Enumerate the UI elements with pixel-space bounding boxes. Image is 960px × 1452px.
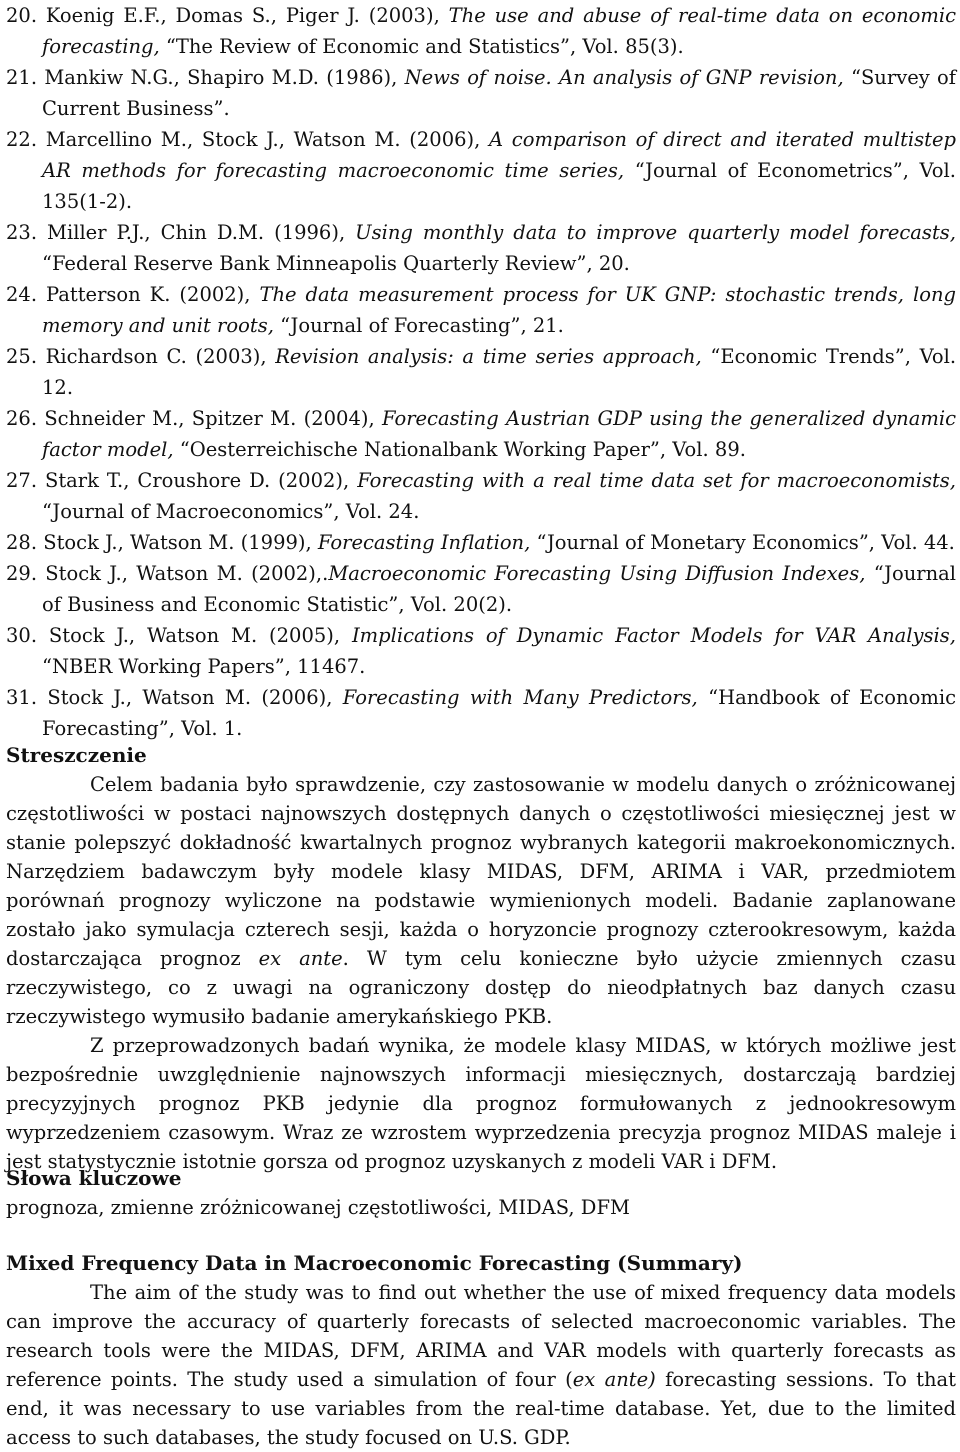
reference-number: 24. <box>6 283 38 306</box>
paragraph-text: forecasting sessions. To that end, it was necessary to use variables from the real-time database. Yet, due to the limited access to such databases, the study focused on U.S. GDP. <box>6 1368 956 1449</box>
reference-item <box>6 403 956 465</box>
reference-authors: Miller P.J., Chin D.M. (1996), <box>47 221 346 244</box>
paragraph-italic: ex ante <box>258 947 343 970</box>
reference-title: Forecasting with a real time data set for macroeconomists, <box>357 469 956 492</box>
reference-number: 31. <box>6 686 38 709</box>
keywords-text: prognoza, zmienne zróżnicowanej częstotliwości, MIDAS, DFM <box>6 1196 630 1219</box>
summary-paragraph <box>6 1278 956 1452</box>
reference-item <box>6 217 956 279</box>
reference-source: “NBER Working Papers”, 11467. <box>42 655 366 678</box>
reference-title: Macroeconomic Forecasting Using Diffusion Indexes, <box>328 562 866 585</box>
reference-item <box>6 527 956 558</box>
reference-source: “Journal of Business and Economic Statistic”, Vol. 20(2). <box>42 562 956 616</box>
streszczenie-section <box>6 740 956 1176</box>
reference-number: 27. <box>6 469 38 492</box>
reference-authors: Stock J., Watson M. (2002),. <box>45 562 329 585</box>
reference-authors: Stark T., Croushore D. (2002), <box>44 469 350 492</box>
reference-source: “Economic Trends”, Vol. 12. <box>42 345 957 399</box>
reference-item <box>6 279 956 341</box>
reference-title: Forecasting Austrian GDP using the generalized dynamic factor model, <box>42 407 957 461</box>
reference-number: 30. <box>6 624 38 647</box>
reference-source: “Journal of Forecasting”, 21. <box>280 314 564 337</box>
summary-heading: Mixed Frequency Data in Macroeconomic Forecasting (Summary) <box>6 1251 743 1275</box>
reference-title: Revision analysis: a time series approach, <box>275 345 702 368</box>
reference-title: The data measurement process for UK GNP: stochastic trends, long memory and unit roots, <box>42 283 957 337</box>
reference-number: 21. <box>6 66 38 89</box>
reference-title: Forecasting with Many Predictors, <box>342 686 698 709</box>
reference-item <box>6 62 956 124</box>
paragraph-italic: ex ante) <box>572 1368 656 1391</box>
reference-item <box>6 465 956 527</box>
reference-item <box>6 682 956 744</box>
reference-title: Using monthly data to improve quarterly model forecasts, <box>355 221 956 244</box>
reference-authors: Richardson C. (2003), <box>45 345 267 368</box>
reference-source: “Journal of Monetary Economics”, Vol. 44. <box>536 531 955 554</box>
reference-authors: Schneider M., Spitzer M. (2004), <box>44 407 375 430</box>
reference-number: 23. <box>6 221 38 244</box>
reference-number: 22. <box>6 128 38 151</box>
reference-title: Forecasting Inflation, <box>317 531 531 554</box>
reference-number: 26. <box>6 407 38 430</box>
reference-source: “Survey of Current Business”. <box>42 66 957 120</box>
reference-item <box>6 341 956 403</box>
streszczenie-heading: Streszczenie <box>6 743 147 767</box>
reference-title: News of noise. An analysis of GNP revision, <box>404 66 844 89</box>
reference-source: “Oesterreichische Nationalbank Working Paper”, Vol. 89. <box>179 438 746 461</box>
reference-title: Implications of Dynamic Factor Models for VAR Analysis, <box>351 624 956 647</box>
reference-item <box>6 124 956 217</box>
reference-number: 20. <box>6 4 38 27</box>
summary-section <box>6 1248 956 1452</box>
reference-authors: Patterson K. (2002), <box>46 283 251 306</box>
paragraph-text: The aim of the study was to find out whether the use of mixed frequency data models can improve the accuracy of quarterly forecasts of selected macroeconomic variables. The research tools were the MIDAS, DFM, ARIMA and VAR models with quarterly forecasts as reference points. The study used a simulation of four ( <box>6 1281 956 1391</box>
keywords-heading: Słowa kluczowe <box>6 1166 182 1190</box>
reference-title: The use and abuse of real-time data on economic forecasting, <box>42 4 957 58</box>
keywords-section <box>6 1163 956 1223</box>
reference-title: A comparison of direct and iterated multistep AR methods for forecasting macroeconomic time series, <box>42 128 957 182</box>
reference-source: “Journal of Macroeconomics”, Vol. 24. <box>42 500 420 523</box>
streszczenie-paragraph-1 <box>6 770 956 1031</box>
reference-authors: Marcellino M., Stock J., Watson M. (2006), <box>45 128 481 151</box>
reference-item <box>6 620 956 682</box>
reference-source: “The Review of Economic and Statistics”, Vol. 85(3). <box>165 35 684 58</box>
reference-source: “Journal of Econometrics”, Vol. 135(1-2). <box>42 159 956 213</box>
reference-authors: Stock J., Watson M. (2005), <box>48 624 341 647</box>
reference-number: 28. <box>6 531 38 554</box>
reference-source: “Federal Reserve Bank Minneapolis Quarterly Review”, 20. <box>42 252 630 275</box>
reference-authors: Mankiw N.G., Shapiro M.D. (1986), <box>44 66 398 89</box>
streszczenie-paragraph-2: Z przeprowadzonych badań wynika, że modele klasy MIDAS, w których możliwe jest bezpośrednie uwzględnienie najnowszych informacji miesięcznych, dostarczają bardziej precyzyjnych prognoz PKB jedynie dla prognoz formułowanych z jednookresowym wyprzedzeniem czasowym. Wraz ze wzrostem wyprzedzenia precyzja prognoz MIDAS maleje i jest statystycznie istotnie gorsza od prognoz uzyskanych z modeli VAR i DFM. <box>6 1034 956 1173</box>
paragraph-text: . W tym celu konieczne było użycie zmiennych czasu rzeczywistego, co z uwagi na ograniczony dostęp do nieodpłatnych baz danych czasu rzeczywistego wymusiło badanie amerykańskiego PKB. <box>6 947 957 1028</box>
reference-item <box>6 558 956 620</box>
reference-list <box>6 0 956 744</box>
reference-authors: Stock J., Watson M. (1999), <box>43 531 312 554</box>
reference-authors: Koenig E.F., Domas S., Piger J. (2003), <box>45 4 440 27</box>
reference-source: “Handbook of Economic Forecasting”, Vol. 1. <box>42 686 956 740</box>
reference-number: 29. <box>6 562 38 585</box>
reference-item <box>6 0 956 62</box>
reference-authors: Stock J., Watson M. (2006), <box>47 686 333 709</box>
paragraph-text: Celem badania było sprawdzenie, czy zastosowanie w modelu danych o zróżnicowanej częstotliwości w postaci najnowszych dostępnych danych o częstotliwości miesięcznej jest w stanie polepszyć dokładność kwartalnych prognoz wybranych kategorii makroekonomicznych. Narzędziem badawczym były modele klasy MIDAS, DFM, ARIMA i VAR, przedmiotem porównań prognozy wyliczone na podstawie wymienionych modeli. Badanie zaplanowane zostało jako symulacja czterech sesji, każda o horyzoncie prognozy czterookresowym, każda dostarczająca prognoz <box>6 773 956 970</box>
reference-number: 25. <box>6 345 38 368</box>
